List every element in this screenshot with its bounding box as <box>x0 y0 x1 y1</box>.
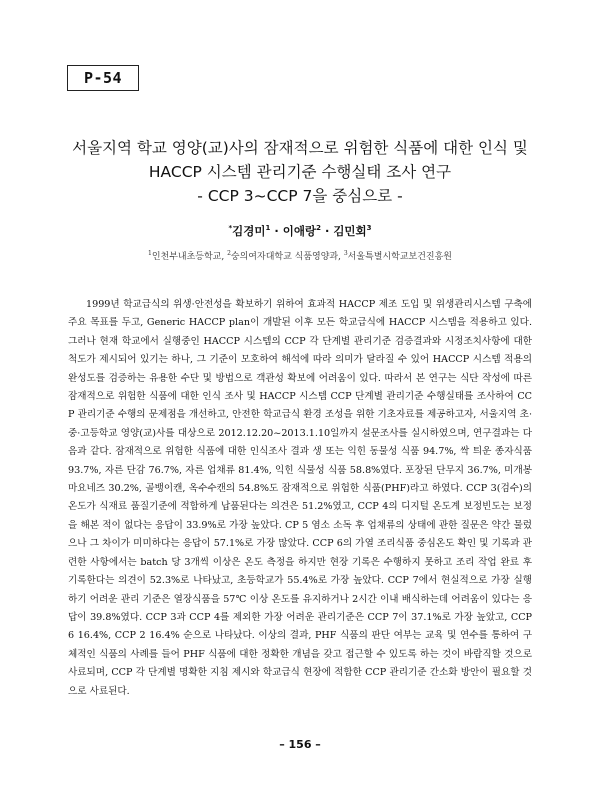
author-affil-num-2: 2 <box>316 224 321 233</box>
title-line-3: - CCP 3~CCP 7을 중심으로 - <box>197 187 403 205</box>
affiliation-3: 서울특별시학교보건진흥원 <box>347 252 453 262</box>
author-affil-num-1: 1 <box>265 224 271 233</box>
author-affil-num-3: 3 <box>366 224 372 233</box>
title-line-1: 서울지역 학교 영양(교)사의 잠재적으로 위험한 식품에 대한 인식 및 <box>72 139 528 157</box>
author-list <box>0 223 600 239</box>
paper-title <box>40 136 560 208</box>
poster-number-badge: P-54 <box>67 65 139 91</box>
affiliation-2: 숭의여자대학교 식품영양과, <box>230 252 344 262</box>
affil-num-3: 3 <box>343 250 348 257</box>
author-separator: · <box>270 224 283 238</box>
author-separator: · <box>320 224 334 238</box>
affil-num-2: 2 <box>227 250 231 257</box>
author-name-1: 김경미 <box>232 224 266 238</box>
author-name-3: 김민회 <box>333 224 367 238</box>
affil-num-1: 1 <box>147 250 152 257</box>
affiliation-1: 인천부내초등학교, <box>151 252 228 262</box>
title-line-2: HACCP 시스템 관리기준 수행실태 조사 연구 <box>148 163 452 181</box>
abstract-body: 1999년 학교급식의 위생·안전성을 확보하기 위하여 효과적 HACCP 제조 도입 및 위생관리시스템 구축에 주요 목표를 두고, Generic HACCP plan이 개발된 이후 모든 학교급식에 HACCP 시스템을 적용하고 있다. 그러나 현재 학교에서 실행중인 HACCP 시스템의 CCP 각 단계별 관리기준 검증결과와 시정조치사항에 대한 척도가 제시되어 있기는 하나, 그 기준이 모호하여 해석에 따라 의미가 달라질 수 있어 HACCP 시스템 적용의 완성도를 검증하는 유용한 수단 및 방법으로 객관성 확보에 어려움이 있다. 따라서 본 연구는 식단 작성에 따른 잠재적으로 위험한 식품에 대한 인식 조사 및 HACCP 시스템 CCP 단계별 관리기준 수행실태를 조사하여 CCP 관리기준 수행의 문제점을 개선하고, 안전한 학교급식 환경 조성을 위한 기초자료를 제공하고자, 서울지역 초·중·고등학교 영양(교)사를 대상으로 2012.12.20~2013.1.10일까지 설문조사를 실시하였으며, 연구결과는 다음과 같다. 잠재적으로 위험한 식품에 대한 인식조사 결과 생 또는 익힌 동물성 식품 94.7%, 싹 틔운 종자식품 93.7%, 자른 단감 76.7%, 자른 업채류 81.4%, 익힌 식물성 식품 58.8%였다. 포장된 단무지 36.7%, 미개봉 마요네즈 30.2%, 골뱅이캔, 옥수수캔의 54.8%도 잠재적으로 위험한 식품(PHF)라고 하였다. CCP 3(검수)의 온도가 식재료 품질기준에 적합하게 납품된다는 의견은 51.2%였고, CCP 4의 디지털 온도계 보정빈도는 보정을 해본 적이 없다는 응답이 33.9%로 가장 높았다. CP 5 염소 소독 후 업채류의 상태에 관한 질문은 약간 물렀으나 그 차이가 미미하다는 응답이 57.1%로 가장 많았다. CCP 6의 가열 조리식품 중심온도 확인 및 기록과 관련한 사항에서는 batch 당 3개씩 이상은 온도 측정을 하지만 현장 기록은 수행하지 못하고 조리 작업 완료 후 기록한다는 의견이 52.3%로 나타났고, 초등학교가 55.4%로 가장 높았다. CCP 7에서 현실적으로 가장 실행하기 어려운 관리 기준은 열장식품을 57℃ 이상 온도를 유지하거나 2시간 이내 배식하는데 어려움이 있다는 응답이 39.8%였다. CCP 3과 CCP 4를 제외한 가장 어려운 관리기준은 CCP 7이 37.1%로 가장 높았고, CCP 6 16.4%, CCP 2 16.4% 순으로 나타났다. 이상의 결과, PHF 식품의 판단 여부는 교육 및 연수를 통하여 구체적인 식품의 사례를 들어 PHF 식품에 대한 정확한 개념을 갖고 접근할 수 있도록 하는 것이 바람직할 것으로 사료되며, CCP 각 단계별 명확한 지침 제시와 학교급식 현장에 적합한 CCP 관리기준 간소화 방안이 필요할 것으로 사료된다. <box>68 299 532 697</box>
corresponding-author-mark: * <box>228 224 233 233</box>
affiliation-list <box>0 249 600 262</box>
author-name-2: 이애랑 <box>282 224 317 238</box>
page-number: – 156 – <box>279 738 321 751</box>
